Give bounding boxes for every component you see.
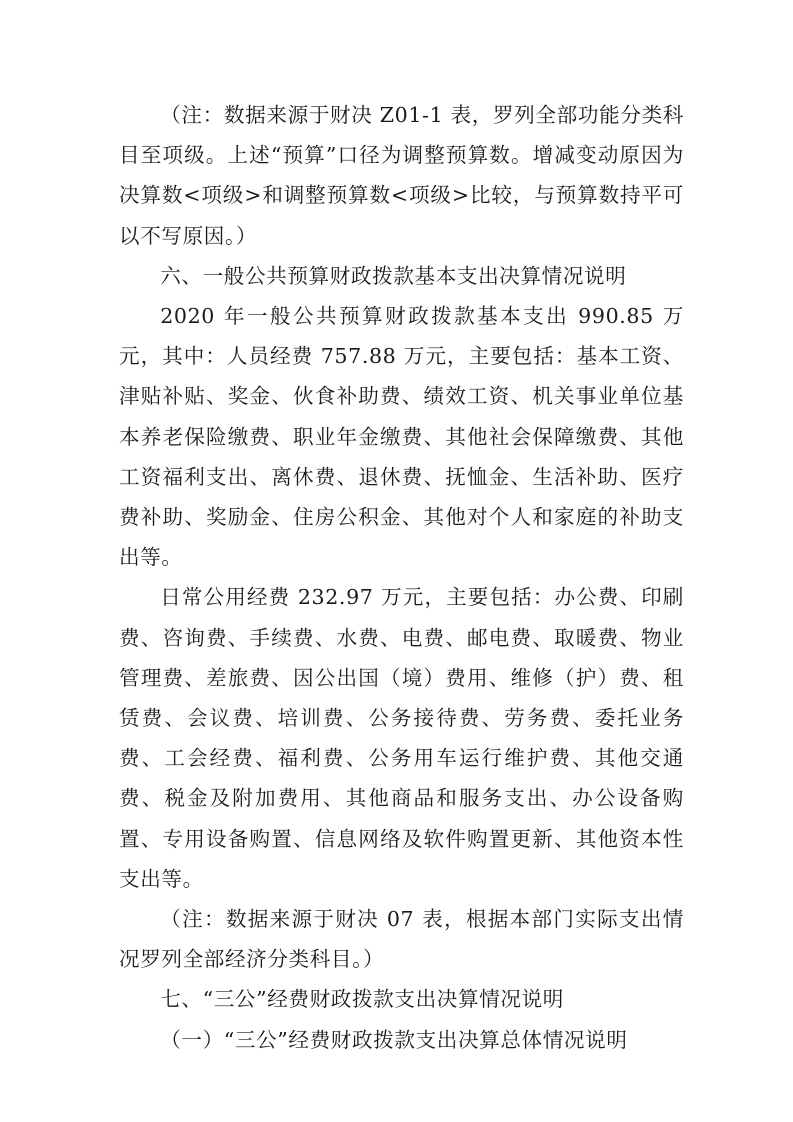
personnel-expenses-paragraph: 2020 年一般公共预算财政拨款基本支出 990.85 万元，其中：人员经费 757.88 万元，主要包括：基本工资、津贴补贴、奖金、伙食补助费、绩效工资、机关事业单位基本养老保险缴费、职业年金缴费、其他社会保障缴费、其他工资福利支出、离休费、退休费、抚恤金、生活补助、医疗费补助、奖励金、住房公积金、其他对个人和家庭的补助支出等。 [119,304,684,570]
section-7-subheading: （一）“三公”经费财政拨款支出决算总体情况说明 [160,1027,628,1052]
public-expenses-paragraph: 日常公用经费 232.97 万元，主要包括：办公费、印刷费、咨询费、手续费、水费、电费、邮电费、取暖费、物业管理费、差旅费、因公出国（境）费用、维修（护）费、租赁费、会议费、培训费、公务接待费、劳务费、委托业务费、工会经费、福利费、公务用车运行维护费、其他交通费、税金及附加费用、其他商品和服务支出、办公设备购置、专用设备购置、信息网络及软件购置更新、其他资本性支出等。 [119,585,684,891]
section-7-heading: 七、“三公”经费财政拨款支出决算情况说明 [160,987,564,1012]
note-paragraph-1: （注：数据来源于财决 Z01-1 表，罗列全部功能分类科目至项级。上述“预算”口径为调整预算数。增减变动原因为决算数<项级>和调整预算数<项级>比较，与预算数持平可以不写原因。） [119,103,684,248]
section-6-heading: 六、一般公共预算财政拨款基本支出决算情况说明 [160,263,627,288]
note-paragraph-2: （注：数据来源于财决 07 表，根据本部门实际支出情况罗列全部经济分类科目。） [119,907,684,972]
document-body [119,95,684,1060]
